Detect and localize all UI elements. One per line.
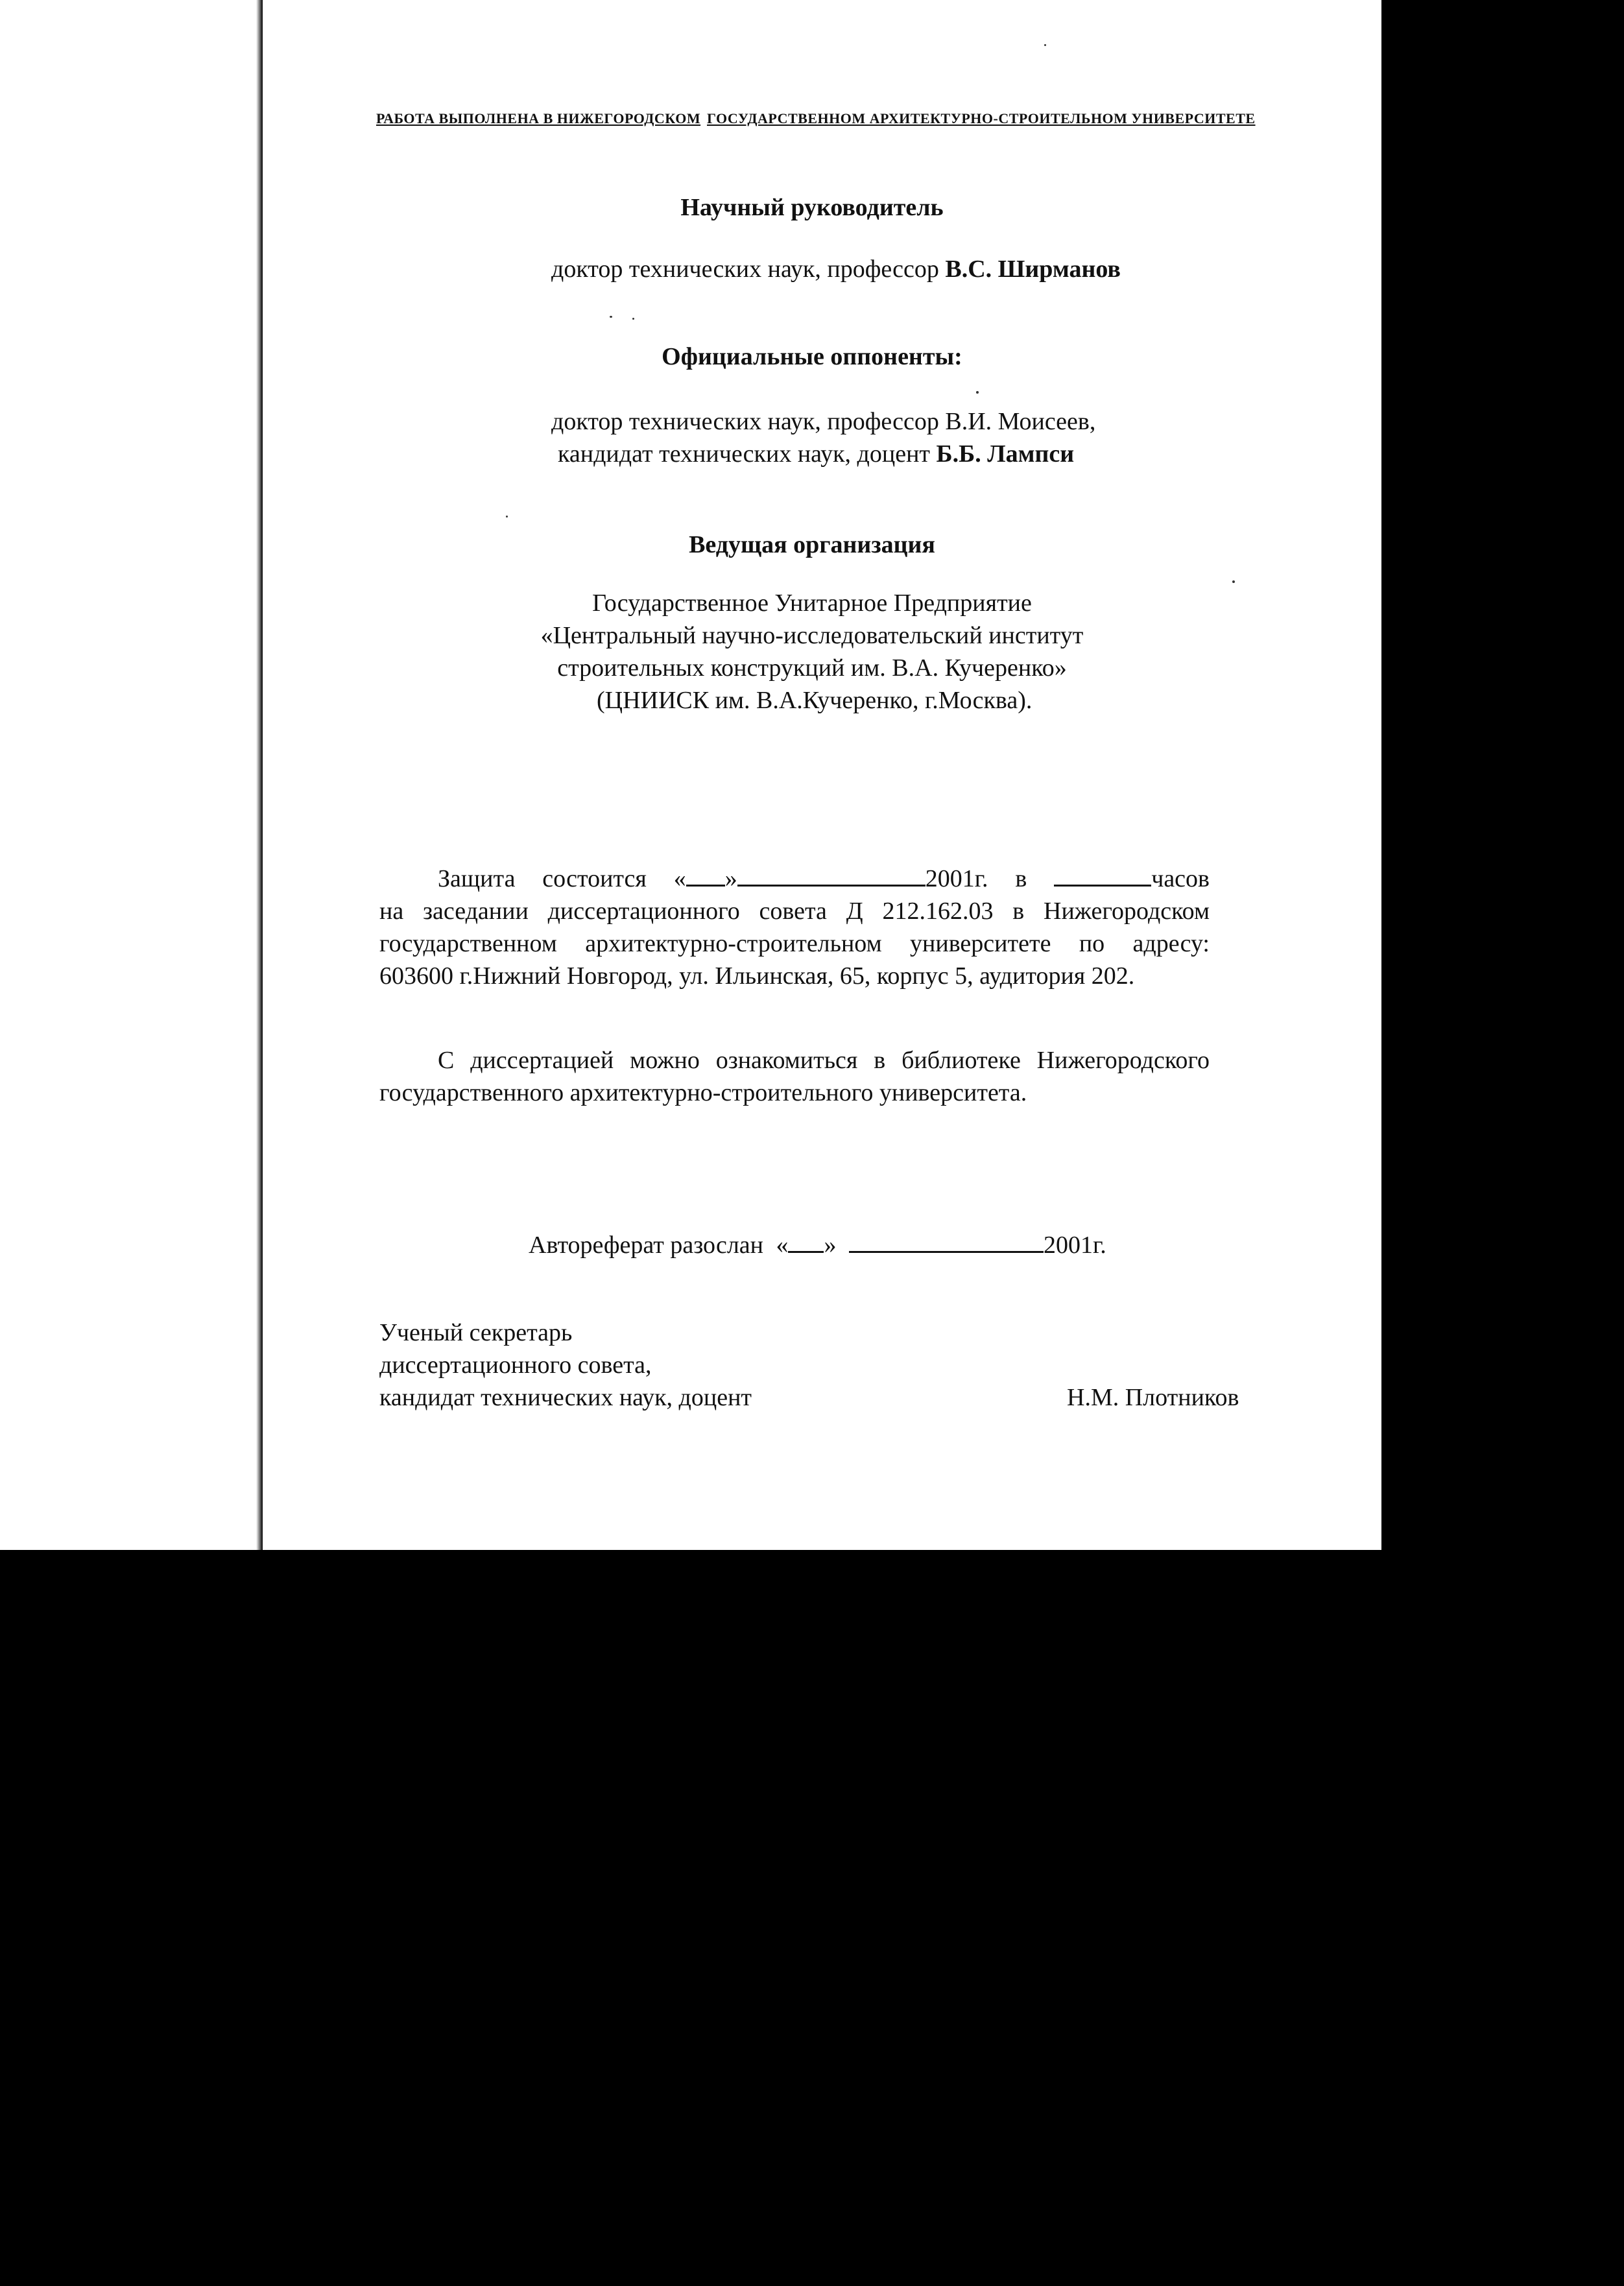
scan-speck bbox=[1232, 580, 1235, 583]
opponent-1: доктор технических наук, профессор В.И. Моисеев, bbox=[551, 408, 1096, 435]
secretary-name: Н.М. Плотников bbox=[1067, 1384, 1239, 1411]
supervisor-title: Научный руководитель bbox=[680, 194, 944, 221]
header-right: ГОСУДАРСТВЕННОМ АРХИТЕКТУРНО-СТРОИТЕЛЬНОМ УНИВЕРСИТЕТЕ bbox=[707, 110, 1256, 126]
scan-speck bbox=[1044, 44, 1046, 46]
scan-bottom-border bbox=[0, 1550, 1624, 2286]
library-line-2: государственного архитектурно-строительного университета. bbox=[379, 1079, 1027, 1106]
supervisor-line bbox=[551, 253, 1121, 285]
header-left: РАБОТА ВЫПОЛНЕНА В НИЖЕГОРОДСКОМ bbox=[376, 110, 701, 126]
organization-title: Ведущая организация bbox=[689, 531, 935, 558]
defense-line-2: на заседании диссертационного совета Д 212.162.03 в Нижегородском bbox=[379, 898, 1210, 925]
scan-speck bbox=[976, 391, 979, 394]
opponents-title: Официальные оппоненты: bbox=[662, 343, 962, 370]
secretary-block bbox=[379, 1316, 752, 1414]
scan-speck bbox=[610, 316, 612, 318]
secretary-line-1: Ученый секретарь bbox=[379, 1319, 573, 1346]
opponent-2-name: Б.Б. Лампси bbox=[936, 440, 1075, 468]
organization-line-1: Государственное Унитарное Предприятие bbox=[592, 589, 1032, 617]
defense-line-4: 603600 г.Нижний Новгород, ул. Ильинская, 65, корпус 5, аудитория 202. bbox=[379, 962, 1135, 990]
defense-paragraph bbox=[379, 863, 1210, 992]
scan-left-fade bbox=[0, 0, 263, 1550]
opponent-2-prefix: кандидат технических наук, доцент bbox=[558, 440, 931, 468]
scan-speck bbox=[632, 318, 634, 320]
defense-line-3: государственном архитектурно-строительном университете по адресу: bbox=[379, 930, 1210, 957]
scan-speck bbox=[506, 516, 508, 518]
opponent-2 bbox=[558, 438, 1074, 470]
organization-line-3: строительных конструкций им. В.А. Кучеренко» bbox=[557, 654, 1067, 682]
secretary-line-2: диссертационного совета, bbox=[379, 1351, 652, 1379]
organization-line-4: (ЦНИИСК им. В.А.Кучеренко, г.Москва). bbox=[597, 687, 1033, 714]
defense-line-1: Защита состоится « » 2001г. в часов bbox=[379, 863, 1210, 895]
library-paragraph bbox=[379, 1044, 1210, 1109]
library-line-1: С диссертацией можно ознакомиться в библиотеке Нижегородского bbox=[438, 1047, 1210, 1074]
page-header bbox=[376, 110, 1297, 127]
secretary-line-3: кандидат технических наук, доцент bbox=[379, 1384, 752, 1411]
supervisor-name: В.С. Ширманов bbox=[945, 256, 1121, 283]
organization-line-2: «Центральный научно-исследовательский институт bbox=[540, 622, 1084, 649]
supervisor-prefix: доктор технических наук, профессор bbox=[551, 256, 939, 283]
mailing-line: Автореферат разослан « » 2001г. bbox=[529, 1229, 1106, 1261]
